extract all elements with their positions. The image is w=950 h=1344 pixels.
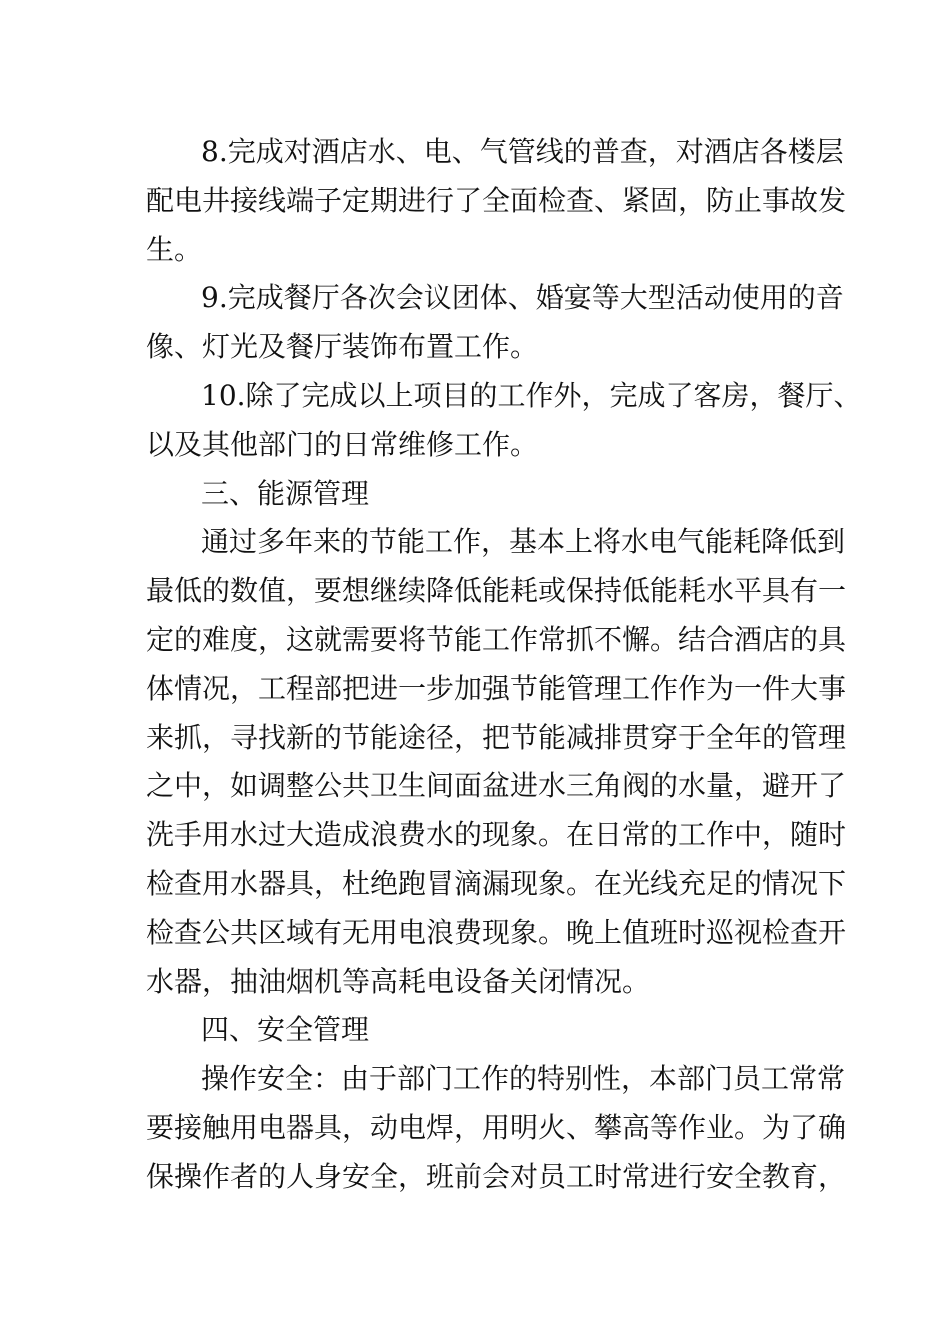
paragraph-line: 保操作者的人身安全，班前会对员工时常进行安全教育， <box>146 1159 847 1193</box>
section-heading-energy: 三、能源管理 <box>201 476 370 510</box>
paragraph-line: 检查公共区域有无用电浪费现象。晚上值班时巡视检查开 <box>146 915 847 949</box>
paragraph-line-end: 生。 <box>146 232 203 266</box>
paragraph-line: 之中，如调整公共卫生间面盆进水三角阀的水量，避开了 <box>146 769 847 803</box>
paragraph-line: 体情况，工程部把进一步加强节能管理工作作为一件大事 <box>146 671 847 705</box>
paragraph-line-safety-start: 操作安全：由于部门工作的特别性，本部门员工常常 <box>201 1062 846 1096</box>
paragraph-line-end: 以及其他部门的日常维修工作。 <box>146 427 539 461</box>
paragraph-line-item-8-start: 8.完成对酒店水、电、气管线的普查，对酒店各楼层 <box>201 135 844 168</box>
paragraph-line-item-10-start: 10.除了完成以上项目的工作外，完成了客房，餐厅、 <box>201 378 862 412</box>
section-heading-safety: 四、安全管理 <box>201 1013 370 1047</box>
paragraph-line: 检查用水器具，杜绝跑冒滴漏现象。在光线充足的情况下 <box>146 866 847 900</box>
paragraph-line-end: 水器，抽油烟机等高耗电设备关闭情况。 <box>146 964 651 998</box>
paragraph-line-energy-start: 通过多年来的节能工作，基本上将水电气能耗降低到 <box>201 525 846 559</box>
paragraph-line: 洗手用水过大造成浪费水的现象。在日常的工作中，随时 <box>146 818 847 852</box>
paragraph-line: 最低的数值，要想继续降低能耗或保持低能耗水平具有一 <box>146 574 847 608</box>
paragraph-line: 定的难度，这就需要将节能工作常抓不懈。结合酒店的具 <box>146 622 847 656</box>
paragraph-line: 要接触用电器具，动电焊，用明火、攀高等作业。为了确 <box>146 1110 847 1144</box>
paragraph-line-item-9-start: 9.完成餐厅各次会议团体、婚宴等大型活动使用的音 <box>201 281 844 315</box>
paragraph-line: 配电井接线端子定期进行了全面检查、紧固，防止事故发 <box>146 183 847 217</box>
paragraph-line: 来抓，寻找新的节能途径，把节能减排贯穿于全年的管理 <box>146 720 847 754</box>
paragraph-line-end: 像、灯光及餐厅装饰布置工作。 <box>146 330 539 364</box>
document-body <box>146 128 862 1202</box>
